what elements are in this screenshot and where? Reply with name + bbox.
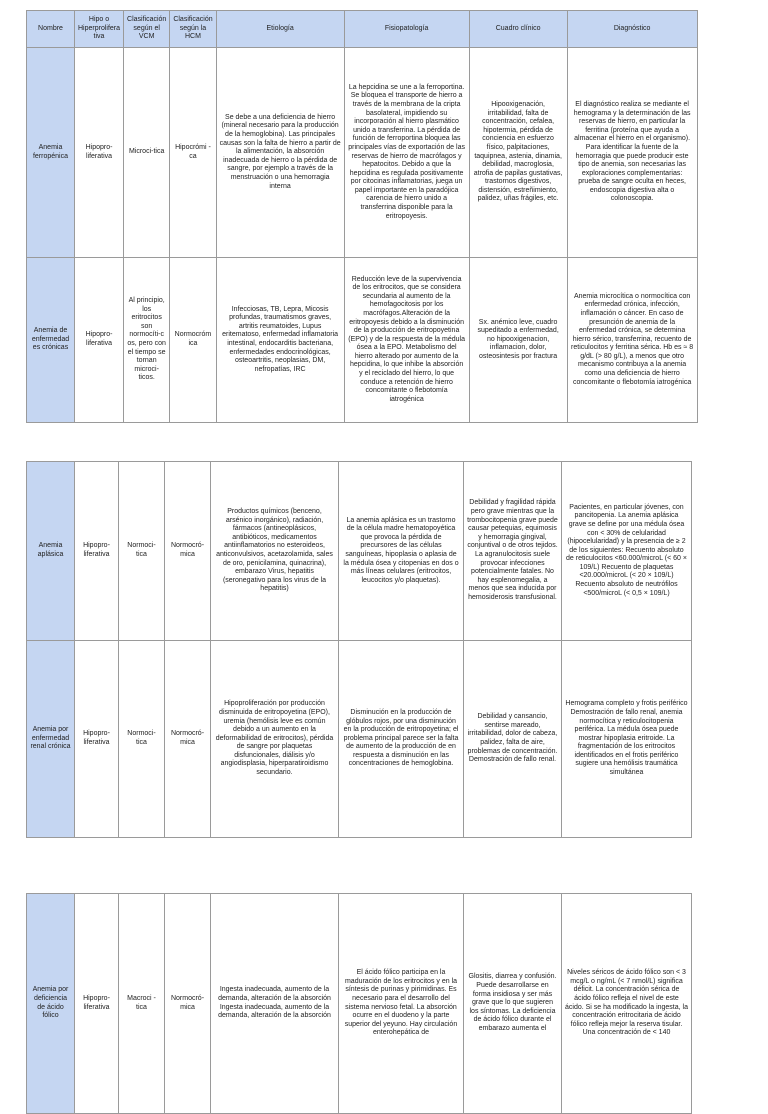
header-proliferativa: Hipo o Hiperprolifera tiva (75, 11, 124, 48)
cell-etiologia: Hipoproliferación por producción disminuida de eritropoyetina (EPO), uremia (hemólisis leve es común debido a un aumento en la deformabilidad de eritrocitos), pérdida de sangre por plaquetas disfuncionales, diálisis y/o angiodisplasia, hiperparatiroidismo secundario. (211, 641, 339, 838)
cell-diagnostico: Anemia microcítica o normocítica con enfermedad crónica, infección, inflamación o cáncer. En caso de presunción de anemia de la enfermedad crónica, se determina hierro sérico, transferrina, recuento de reticulocitos y ferritina sérica. Hb es ≈ 8 g/dL (> 80 g/L), a menos que otro mecanismo contribuya a la anemia como una deficiencia de hierro concomitante o flebotomía iatrogénica (567, 258, 697, 423)
table-row (27, 894, 692, 1114)
header-nombre: Nombre (27, 11, 75, 48)
cell-fisiopatologia: Disminución en la producción de glóbulos rojos, por una disminución en la producción de eritropoyetina; el problema principal parece ser la falta de aumento de la producción de en respuesta a disminución en las concentraciones de hemoglobina. (339, 641, 464, 838)
cell-cuadro-clinico: Debilidad y fragilidad rápida pero grave mientras que la trombocitopenia grave puede causar petequias, equimosis y hemorragia gingival, conjuntival o de otros tejidos. La agranulocitosis suele provocar infecciones potencialmente fatales. No hay esplenomegalia, a menos que sea inducida por hemosiderosis transfusional. (464, 462, 562, 641)
cell-hcm: Normocróm ica (170, 258, 216, 423)
anemia-table-part-1 (26, 10, 698, 423)
cell-proliferativa: Hipopro-liferativa (75, 258, 124, 423)
cell-proliferativa: Hipopro-liferativa (75, 48, 124, 258)
table-row (27, 462, 692, 641)
table-row (27, 258, 698, 423)
cell-nombre: Anemia por enfermedad renal crónica (27, 641, 75, 838)
cell-fisiopatologia: Reducción leve de la supervivencia de los eritrocitos, que se considera secundaria al aumento de la hemofagocitosis por los macrófagos.Alteración de la eritropoyesis debido a la disminución de la producción de eritropoyetina (EPO) y de la respuesta de la médula ósea a la EPO. Metabolismo del hierro alterado por aumento de la hepcidina, lo que inhibe la absorción y el reciclado del hierro, lo que conduce a retención de hierro concomitante o flebotomía iatrogénica (344, 258, 469, 423)
cell-etiologia: Ingesta inadecuada, aumento de la demanda, alteración de la absorción Ingesta inadecuada, aumento de la demanda, alteración de la absorción (211, 894, 339, 1114)
anemia-table-part-2 (26, 461, 692, 838)
cell-proliferativa: Hipopro-liferativa (75, 462, 119, 641)
table-header-row (27, 11, 698, 48)
cell-diagnostico: Pacientes, en particular jóvenes, con pancitopenia. La anemia aplásica grave se define por una médula ósea con < 30% de celularidad (hipocelularidad) y la presencia de ≥ 2 de los siguientes: Recuento absoluto de reticulocitos <60.000/microL (< 60 × 109/L) Recuento de plaquetas <20.000/microL (< 20 × 109/L) Recuento absoluto de neutrófilos <500/microL (< 0,5 × 109/L) (562, 462, 692, 641)
cell-hcm: Normocró-mica (165, 641, 211, 838)
cell-fisiopatologia: La anemia aplásica es un trastorno de la célula madre hematopoyética que provoca la pérdida de precursores de las células sanguíneas, hipoplasia o aplasia de la médula ósea y citopenias en dos o más líneas celulares (eritrocitos, leucocitos y/o plaquetas). (339, 462, 464, 641)
table-row (27, 641, 692, 838)
cell-diagnostico: Hemograma completo y frotis periférico Demostración de fallo renal, anemia normocítica y reticulocitopenia periférica. La médula ósea puede mostrar hipoplasia eritroide. La fragmentación de los eritrocitos identificados en el frotis periférico sugiere una hemólisis traumática simultánea (562, 641, 692, 838)
cell-diagnostico: Niveles séricos de ácido fólico son < 3 mcg/L o ng/mL (< 7 nmol/L) significa déficit. La concentración sérica de ácido fólico refleja el nivel de este ácido. Si se ha modificado la ingesta, la concentración eritrocitaria de ácido fólico refleja mejor la reserva tisular. Una concentración de < 140 (562, 894, 692, 1114)
cell-etiologia: Infecciosas, TB, Lepra, Micosis profundas, traumatismos graves, artritis reumatoides, Lupus eritematoso, enfermedad inflamatoria intestinal, endocarditis bacteriana, enfermedades endocrinológicas, osteoartritis, neoplasias, DM, nefropatías, IRC (216, 258, 344, 423)
anemia-table-part-3 (26, 893, 692, 1114)
cell-vcm: Normoci-tica (119, 641, 165, 838)
header-hcm: Clasificación según la HCM (170, 11, 216, 48)
header-etiologia: Etiología (216, 11, 344, 48)
cell-cuadro-clinico: Sx. anémico leve, cuadro supeditado a enfermedad, no hipooxigenacion, inflamacion, dolor, osteosintesis por fractura (469, 258, 567, 423)
cell-vcm: Al principio, los eritrocitos son normocíti-c os, pero con el tiempo se tornan microci-ticos. (124, 258, 170, 423)
cell-cuadro-clinico: Glositis, diarrea y confusión. Puede desarrollarse en forma insidiosa y ser más grave que lo que sugieren los síntomas. La deficiencia de ácido fólico durante el embarazo aumenta el (464, 894, 562, 1114)
cell-nombre: Anemia de enfermedad es crónicas (27, 258, 75, 423)
cell-etiologia: Se debe a una deficiencia de hierro (mineral necesario para la producción de la hemoglobina). Las principales causas son la falta de hierro a partir de la alimentación, la absorción inadecuada de hierro o la pérdida de sangre, por ejemplo a través de la menstruación o una hemorragia interna (216, 48, 344, 258)
cell-hcm: Normocró-mica (165, 462, 211, 641)
cell-vcm: Normoci-tica (119, 462, 165, 641)
cell-hcm: Hipocrómi -ca (170, 48, 216, 258)
cell-hcm: Normocró-mica (165, 894, 211, 1114)
cell-nombre: Anemia por deficiencia de ácido fólico (27, 894, 75, 1114)
cell-nombre: Anemia aplásica (27, 462, 75, 641)
cell-vcm: Microci-tica (124, 48, 170, 258)
cell-vcm: Macroci -tica (119, 894, 165, 1114)
header-fisiopatologia: Fisiopatología (344, 11, 469, 48)
cell-proliferativa: Hipopro-liferativa (75, 641, 119, 838)
cell-cuadro-clinico: Debilidad y cansancio, sentirse mareado, irritabilidad, dolor de cabeza, palidez, falta de aire, problemas de concentración. Demostración de fallo renal. (464, 641, 562, 838)
cell-fisiopatologia: El ácido fólico participa en la maduración de los eritrocitos y en la síntesis de purinas y pirimidinas. Es necesario para el desarrollo del sistema nervioso fetal. La absorción ocurre en el duodeno y la parte superior del yeyuno. Hay circulación enterohepática de (339, 894, 464, 1114)
table-row (27, 48, 698, 258)
header-vcm: Clasificación según el VCM (124, 11, 170, 48)
cell-nombre: Anemia ferropénica (27, 48, 75, 258)
cell-fisiopatologia: La hepcidina se une a la ferroportina. Se bloquea el transporte de hierro a través de la membrana de la cripta basolateral, impidiendo su incorporación al hierro plasmático unido a transferrina. La pérdida de función de ferroportina bloquea las principales vías de exportación de las reservas de hierro de macrófagos y hepatocitos. Debido a que la hepcidina es regulada positivamente por citocinas inflamatorias, juega un papel importante en la paradójica carencia de hierro unido a transferrina disponible para la eritropoyesis. (344, 48, 469, 258)
cell-cuadro-clinico: Hipooxigenación, irritabilidad, falta de concentración, cefalea, hipotermia, pérdida de conciencia en esfuerzo físico, palpitaciones, taquipnea, astenia, dinamia, debilidad, macroglosia, atrofia de papilas gustativas, trastornos digestivos, distensión, estreñimiento, palidez, uñas frágiles, etc. (469, 48, 567, 258)
header-cuadro-clinico: Cuadro clínico (469, 11, 567, 48)
cell-diagnostico: El diagnóstico realiza se mediante el hemograma y la determinación de las reservas de hierro, en particular la ferritina (proteína que ayuda a almacenar el hierro en el organismo). Para identificar la fuente de la hemorragia que puede producir este tipo de anemia, son necesarias las exploraciones complementarias: prueba de sangre oculta en heces, endoscopia digestiva alta o colonoscopia. (567, 48, 697, 258)
header-diagnostico: Diagnóstico (567, 11, 697, 48)
cell-proliferativa: Hipopro-liferativa (75, 894, 119, 1114)
cell-etiologia: Productos químicos (benceno, arsénico inorgánico), radiación, fármacos (antineoplásicos, antibióticos, medicamentos antiinflamatorios no esteroideos, anticonvulsivos, acetazolamida, sales de oro, penicilamina, quinacrina), embarazo Virus, hepatitis (seronegativo para los virus de la hepatitis) (211, 462, 339, 641)
